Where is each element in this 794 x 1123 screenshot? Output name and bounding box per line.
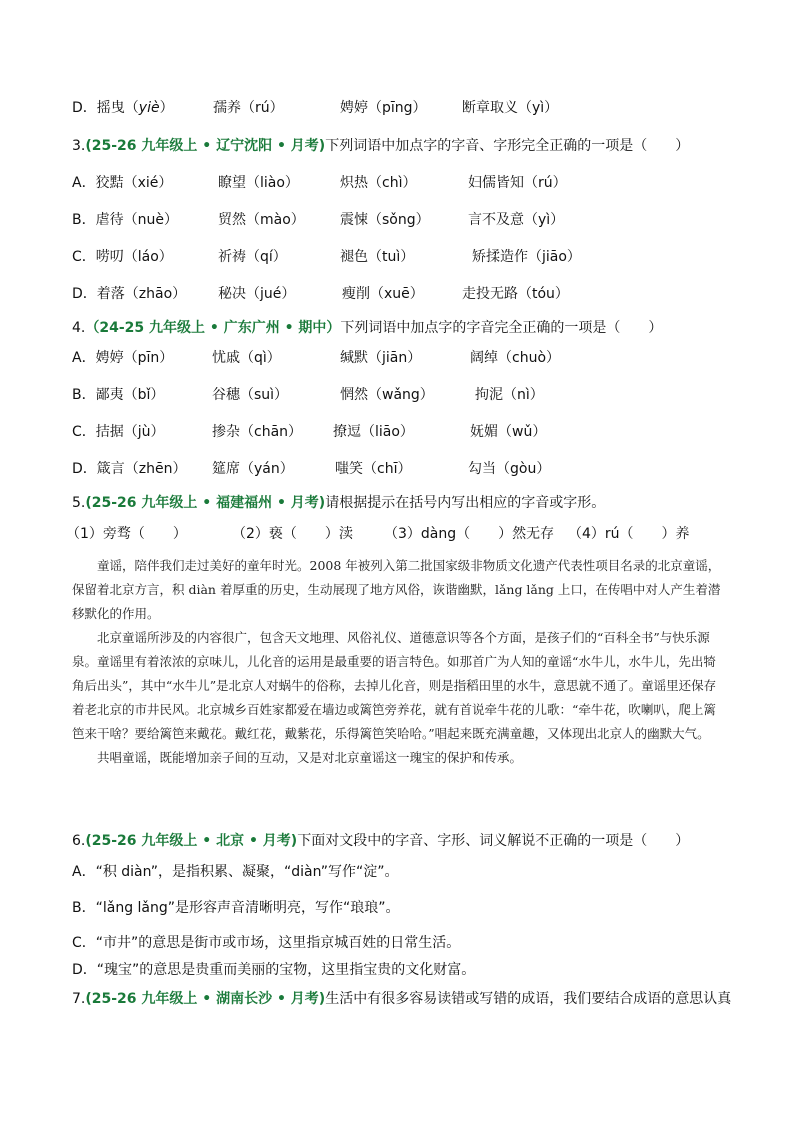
question-source: （24-25 九年级上 • 广东广州 • 期中）	[85, 320, 341, 336]
q3-c-item: 矫揉造作（jiāo）	[472, 249, 581, 265]
q4-c-item: 掺杂（chān）	[212, 424, 303, 440]
q2-d-item-1: 孺养（rú）	[213, 100, 284, 116]
question-source: (25-26 九年级上 • 湖南长沙 • 月考)	[85, 991, 326, 1007]
question-text: 下面对文段中的字音、字形、词义解说不正确的一项是（ ）	[297, 833, 690, 849]
q3-d-item: 秘决（jué）	[218, 286, 296, 302]
q3-c-item: 祈祷（qí）	[218, 249, 287, 265]
q3-d-item: 走投无路（tóu）	[462, 286, 569, 302]
passage-paragraph-1: 童谣，陪伴我们走过美好的童年时光。2008 年被列入第二批国家级非物质文化遗产代表性项目名录的北京童谣，保留着北京方言，积 diàn 着厚重的历史，生动展现了地方风俗，诙谐幽默，lǎng lǎng 上口，在传唱中对人产生着潜移默化的作用。	[72, 558, 721, 621]
q2-option-d	[72, 98, 174, 118]
question-number: 7.	[72, 991, 86, 1007]
question-text: 下列词语中加点字的字音完全正确的一项是（ ）	[340, 320, 663, 336]
question-text: 生活中有很多容易读错或写错的成语，我们要结合成语的意思认真	[325, 991, 732, 1007]
q5-blank-4: （4）rú（ ）养	[568, 526, 690, 542]
question-text: 请根据提示在括号内写出相应的字音或字形。	[325, 495, 606, 511]
q4-d-item: 勾当（gòu）	[468, 461, 551, 477]
q6-option-c: C．“市井”的意思是街市或市场，这里指京城百姓的日常生活。	[72, 935, 461, 951]
q4-option-a-label: A．娉婷（pīn）	[72, 350, 174, 366]
q4-b-item: 拘泥（nì）	[475, 387, 544, 403]
q4-a-item: 忧戚（qì）	[212, 350, 281, 366]
q7-stem	[72, 989, 731, 1009]
question-number: 5.	[72, 495, 86, 511]
reading-passage	[72, 554, 722, 770]
question-text: 下列词语中加点字的字音、字形完全正确的一项是（ ）	[325, 138, 690, 154]
option-label-end: ）	[159, 100, 174, 116]
q4-d-item: 嗤笑（chī）	[335, 461, 412, 477]
q3-option-b-label: B．虐待（nuè）	[72, 212, 178, 228]
option-label: D．摇曳（	[72, 100, 139, 116]
q3-option-a-label: A．狡黠（xié）	[72, 175, 173, 191]
q4-b-item: 惘然（wǎng）	[340, 387, 434, 403]
q4-a-item: 阔绰（chuò）	[470, 350, 561, 366]
passage-paragraph-3: 共唱童谣，既能增加亲子间的互动，又是对北京童谣这一瑰宝的保护和传承。	[97, 750, 523, 765]
q3-a-item: 瞭望（liào）	[218, 175, 299, 191]
question-number: 3.	[72, 138, 86, 154]
option-pinyin: yiè	[138, 100, 160, 116]
q5-blank-1: （1）旁骛（ ）	[66, 526, 187, 542]
q4-stem	[72, 318, 662, 338]
q3-b-item: 言不及意（yì）	[468, 212, 565, 228]
question-source: (25-26 九年级上 • 福建福州 • 月考)	[85, 495, 326, 511]
q3-b-item: 贸然（mào）	[218, 212, 305, 228]
q3-a-item: 妇儒皆知（rú）	[468, 175, 567, 191]
q6-option-a: A．“积 diàn”，是指积累、凝聚，“diàn”写作“淀”。	[72, 864, 399, 880]
q2-d-item-2: 娉婷（pīng）	[340, 100, 427, 116]
q4-b-item: 谷穗（suì）	[212, 387, 289, 403]
q3-b-item: 震悚（sǒng）	[340, 212, 430, 228]
q6-option-b: B．“lǎng lǎng”是形容声音清晰明亮，写作“琅琅”。	[72, 900, 400, 916]
q4-a-item: 缄默（jiān）	[340, 350, 422, 366]
q5-blank-2: （2）亵（ ）渎	[232, 526, 353, 542]
question-number: 6.	[72, 833, 86, 849]
q4-option-b-label: B．鄙夷（bǐ）	[72, 387, 165, 403]
question-number: 4.	[72, 320, 86, 336]
passage-paragraph-2: 北京童谣所涉及的内容很广，包含天文地理、风俗礼仪、道德意识等各个方面，是孩子们的“百科全书”与快乐源泉。童谣里有着浓浓的京味儿，儿化音的运用是最重要的语言特色。如那首广为人知的童谣“水牛儿，水牛儿，先出犄角后出头”，其中“水牛儿”是北京人对蜗牛的俗称，去掉儿化音，则是指稻田里的水牛，意思就不通了。童谣里还保存着老北京的市井民风。北京城乡百姓家都爱在墙边或篱笆旁养花，就有首说牵牛花的儿歌：“牵牛花，吹喇叭，爬上篱笆来干啥？要给篱笆来戴花。戴红花，戴紫花，乐得篱笆笑哈哈。”唱起来既充满童趣，又体现出北京人的幽默大气。	[72, 630, 717, 741]
q5-blank-3: （3）dàng（ ）然无存	[384, 526, 555, 542]
q6-stem	[72, 831, 689, 851]
q2-d-item-3: 断章取义（yì）	[462, 100, 559, 116]
q6-option-d: D．“瑰宝”的意思是贵重而美丽的宝物，这里指宝贵的文化财富。	[72, 962, 476, 978]
q4-c-item: 妩媚（wǔ）	[470, 424, 547, 440]
question-source: (25-26 九年级上 • 辽宁沈阳 • 月考)	[85, 138, 326, 154]
q3-c-item: 褪色（tuì）	[340, 249, 415, 265]
q3-option-d-label: D．着落（zhāo）	[72, 286, 187, 302]
q3-a-item: 炽热（chì）	[340, 175, 417, 191]
q3-option-c-label: C．唠叨（láo）	[72, 249, 173, 265]
q4-c-item: 撩逗（liāo）	[333, 424, 414, 440]
q4-option-d-label: D．箴言（zhēn）	[72, 461, 187, 477]
q3-stem	[72, 136, 689, 156]
q3-d-item: 瘦削（xuē）	[342, 286, 424, 302]
question-source: (25-26 九年级上 • 北京 • 月考)	[85, 833, 298, 849]
q5-stem	[72, 493, 605, 513]
q4-d-item: 筵席（yán）	[212, 461, 294, 477]
q4-option-c-label: C．拮据（jù）	[72, 424, 165, 440]
